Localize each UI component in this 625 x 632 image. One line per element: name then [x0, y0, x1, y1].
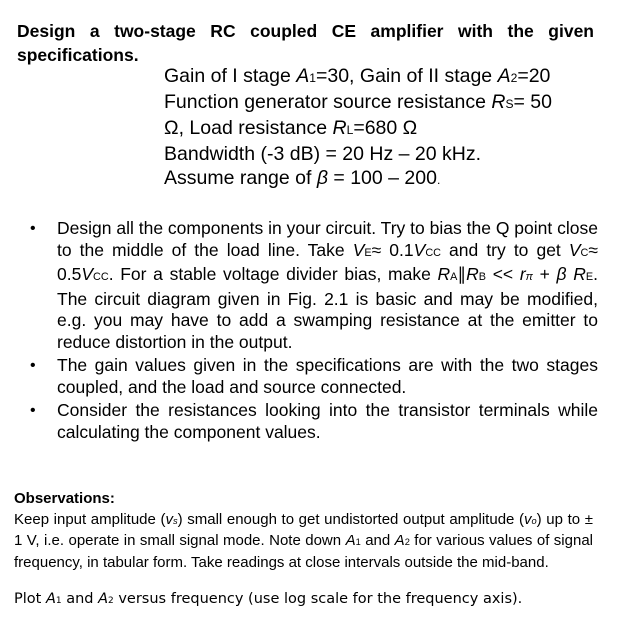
spec-line-load-resistance: [164, 116, 604, 142]
beta-range: = 100 – 200: [327, 167, 437, 189]
plot-a1-var: A: [45, 591, 56, 607]
list-item: [28, 218, 598, 353]
rpi-var: r: [519, 264, 526, 284]
vcc-sub-1: CC: [425, 246, 441, 259]
ra-var: R: [437, 264, 451, 284]
observations-title: Observations:: [14, 490, 115, 507]
list-item: • Consider the resistances looking into the transistor terminals while calculating the component values.: [28, 400, 598, 443]
obs-text-d: and: [360, 532, 395, 550]
rb-var: R: [466, 264, 479, 284]
vcc-var-1: V: [413, 239, 426, 260]
plot-and: and: [61, 591, 99, 607]
source-resistance-var: R: [491, 91, 506, 113]
source-resistance-value: = 50: [513, 91, 552, 113]
plot-a2-var: A: [98, 591, 109, 607]
observations-text: [14, 510, 593, 572]
bullet1-text-a: Design all the components in your circuit. Try to bias the Q point close to the middle of the load line. Take: [57, 218, 598, 260]
spec-line-bandwidth: Bandwidth (-3 dB) = 20 Hz – 20 kHz.: [164, 143, 482, 165]
beta-label: Assume range of: [164, 167, 317, 189]
spec-line-source-resistance: [164, 90, 604, 116]
a1-sub: 1: [355, 537, 361, 548]
source-resistance-sub: S: [505, 97, 514, 111]
vcc-sub-2: CC: [93, 271, 109, 283]
obs-text-c: ) up to ± 1 V, i.e. operate in small signal mode. Note down: [14, 511, 593, 550]
gain-stage2-value: =20: [517, 65, 551, 87]
ve-sub: E: [364, 246, 372, 259]
gain-stage2-sub: 2: [510, 71, 518, 85]
plot-a1-sub: 1: [55, 596, 62, 606]
approx-2: ≈ 0.5: [57, 239, 598, 284]
plot-prefix: Plot: [14, 591, 46, 607]
obs-text-a: Keep input amplitude (: [14, 511, 166, 528]
gain-stage1-var: A: [296, 65, 310, 87]
plot-a2-sub: 2: [108, 596, 114, 606]
plot-instruction: [14, 589, 522, 611]
load-resistance-var: R: [332, 117, 347, 139]
bullet1-text-b: and try to get: [441, 239, 569, 260]
parallel-symbol: ∥: [457, 264, 467, 284]
a2-sub: 2: [404, 537, 410, 548]
load-resistance-label: Ω, Load resistance: [164, 117, 333, 139]
vo-sub: o: [531, 516, 537, 526]
bullet1-text-c: . For a stable voltage divider bias, make: [108, 264, 438, 284]
vo-var: v: [524, 511, 532, 528]
obs-text-e: for various values of signal frequency, in tabular form. Take readings at close intervals outside the mid-band.: [14, 532, 593, 571]
beta-period: .: [436, 173, 441, 187]
vc-sub: C: [580, 246, 589, 259]
problem-heading: Design a two-stage RC coupled CE amplifier with the given specifications.: [17, 21, 594, 65]
a1-var: A: [345, 532, 356, 550]
gain-stage1-sub: 1: [309, 71, 316, 85]
gain-stage1-value: =30,: [315, 65, 360, 87]
plot-suffix: versus frequency (use log scale for the frequency axis).: [113, 591, 523, 607]
beta-re-var: β R: [556, 264, 586, 284]
much-less-than: <<: [486, 264, 520, 284]
gain-stage2-var: A: [497, 65, 511, 87]
list-item: • The gain values given in the specifications are with the two stages coupled, and the load and source connected.: [28, 355, 598, 398]
plus-sign: +: [532, 264, 557, 284]
spec-line-beta: [164, 166, 604, 192]
instructions-list: [28, 218, 598, 445]
rb-sub: B: [478, 271, 487, 283]
spec-line-gains: [164, 64, 604, 90]
ve-var: V: [352, 239, 365, 260]
re-sub: E: [585, 271, 594, 283]
vs-var: v: [165, 511, 173, 528]
bullet1-text-d: . The circuit diagram given in Fig. 2.1 is basic and may be modified, e.g. you may have to add a swamping resistance at the emitter to reduce distortion in the output.: [57, 264, 598, 352]
source-resistance-label: Function generator source resistance: [164, 91, 492, 113]
approx-1: ≈ 0.1: [371, 239, 414, 260]
a2-var: A: [394, 532, 405, 550]
beta-symbol: β: [316, 167, 328, 189]
vcc-var-2: V: [81, 264, 94, 284]
ra-sub: A: [450, 271, 458, 283]
vs-sub: s: [172, 516, 178, 526]
obs-text-b: ) small enough to get undistorted output amplitude (: [177, 511, 524, 528]
specifications-block: [164, 64, 604, 192]
vc-var: V: [568, 239, 581, 260]
gain-stage2-label: Gain of II stage: [359, 65, 498, 87]
gain-stage1-label: Gain of I stage: [164, 65, 297, 87]
rpi-sub: π: [525, 271, 533, 283]
load-resistance-value: =680 Ω: [353, 117, 418, 139]
load-resistance-sub: L: [346, 123, 354, 137]
